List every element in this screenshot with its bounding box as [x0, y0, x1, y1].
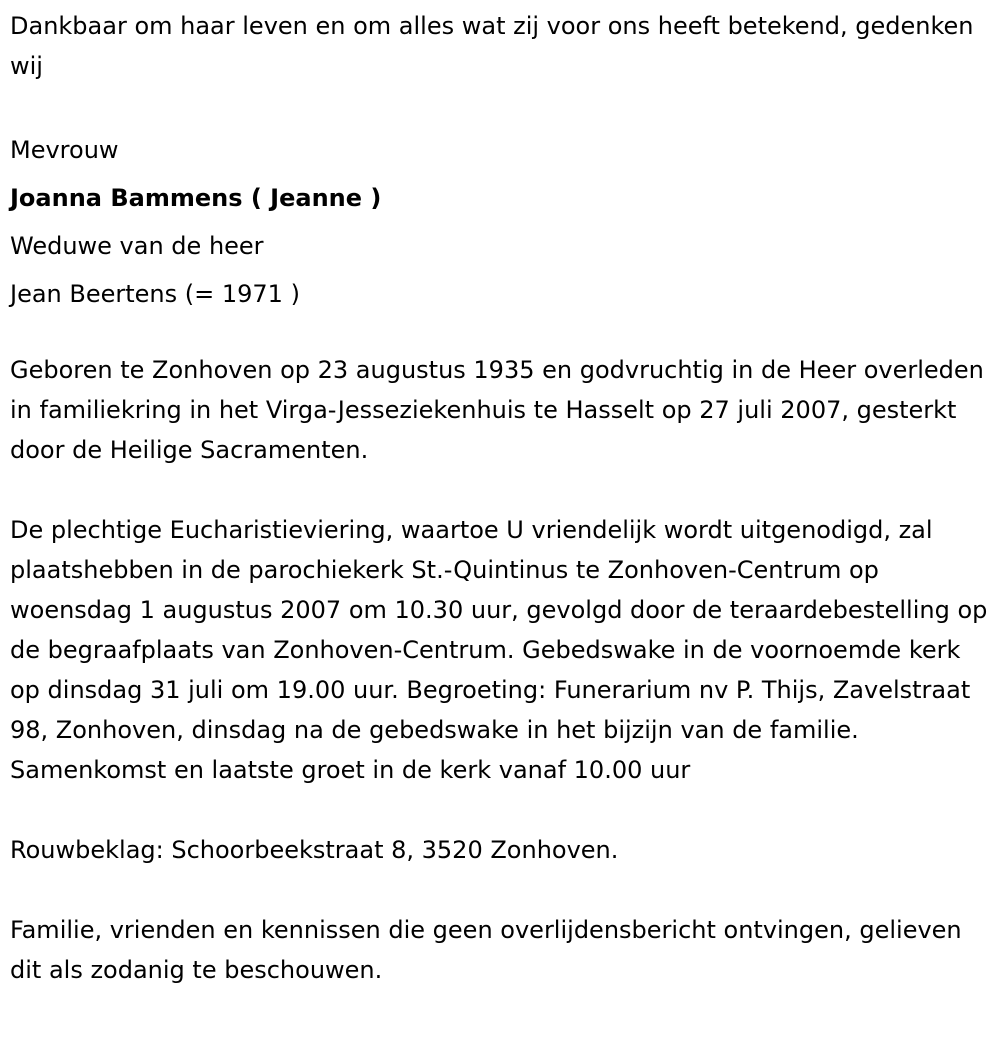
condolence-address: Rouwbeklag: Schoorbeekstraat 8, 3520 Zonhoven.: [10, 836, 619, 864]
obituary-notice: [10, 0, 995, 990]
birth-death-paragraph: Geboren te Zonhoven op 23 augustus 1935 en godvruchtig in de Heer overleden in familiekring in het Virga-Jesseziekenhuis te Hasselt op 27 juli 2007, gesterkt door de Heilige Sacramenten.: [10, 356, 984, 464]
spouse-name: Jean Beertens (= 1971 ): [10, 280, 300, 308]
spacer: [10, 86, 995, 126]
deceased-details: [10, 126, 995, 318]
spacer: [10, 318, 995, 350]
intro-paragraph: Dankbaar om haar leven en om alles wat zij voor ons heeft betekend, gedenken wij: [10, 12, 974, 80]
deceased-name: Joanna Bammens ( Jeanne ): [10, 184, 382, 212]
spacer: [10, 470, 995, 510]
ceremony-paragraph: De plechtige Eucharistieviering, waartoe U vriendelijk wordt uitgenodigd, zal plaatshebben in de parochiekerk St.-Quintinus te Zonhoven-Centrum op woensdag 1 augustus 2007 om 10.30 uur, gevolgd door de teraardebestelling op de begraafplaats van Zonhoven-Centrum. Gebedswake in de voornoemde kerk op dinsdag 31 juli om 19.00 uur. Begroeting: Funerarium nv P. Thijs, Zavelstraat 98, Zonhoven, dinsdag na de gebedswake in het bijzijn van de familie. Samenkomst en laatste groet in de kerk vanaf 10.00 uur: [10, 516, 988, 784]
spacer: [10, 870, 995, 910]
spacer: [10, 790, 995, 830]
salutation: Mevrouw: [10, 136, 119, 164]
closing-paragraph: Familie, vrienden en kennissen die geen overlijdensbericht ontvingen, gelieven dit als zodanig te beschouwen.: [10, 916, 962, 984]
widow-of-label: Weduwe van de heer: [10, 232, 264, 260]
